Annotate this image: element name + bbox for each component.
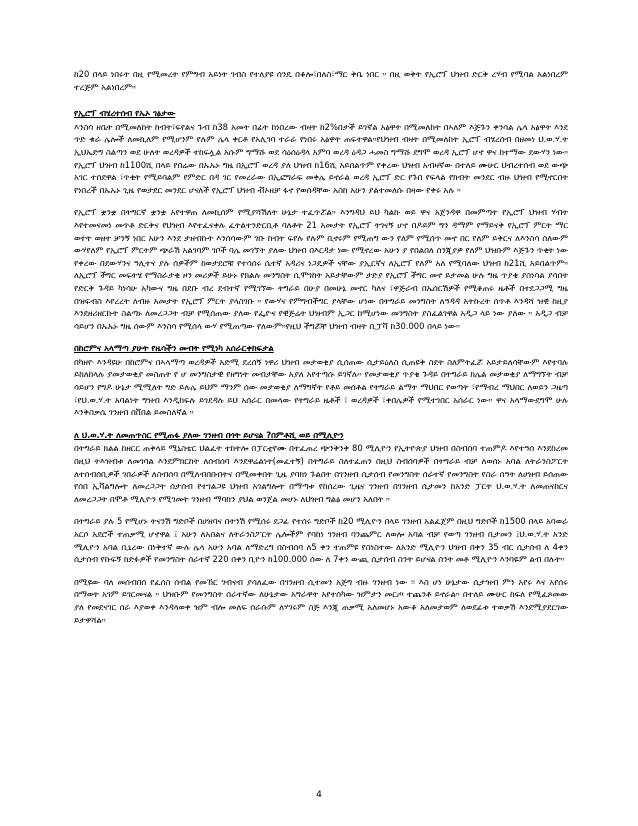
section-heading-2: በከሮምና አላማጣ ያሁት የዜሳችን መብት የሚነካ አሰራርቀከፍታል <box>74 343 274 354</box>
section-3-paragraph-1: በትግራይ ክልል ከዘርር ጠቅላይ ሚኒስቴር ህልፈት ተከትሎ በፓርቲየሙ በተፈጠረ ጭንቅንቅ 80 ሚሊዮን የኢትዮጵያ ህዝብ በስብሰባ ተጠምዶ እየተዓሰ እንደከረመ በዚህ ትእዝብቱ ለመገባል እንደምክርከት ለሰብሰባ እንደዋሬልነት(መፈተኝ) በትግራይ ስለተፈጠን በዚህ ስብሰባዎች በትግራይ ብቻ ለወሰኑ አባል ለትራንስፖርት ለተሰብሰቢዎች ገበራዎች ለስብሰባ በሚለብበቡበትና በሚመቀበት ጊዜ ያባክነ ጉልበት በገንዘብ ሲታሰብ የመንግስት ሰራተኛ የመንግስት የስራ ሰዓት ለሀዝብ ይሰጠው የሰበ ኢቫልግሎት ለመረጋጋት ሰታሰብ የተገልጋዩ ህዝብ አገልግሎት በማጣቱ የከሰረው ጊዜና ገንዘብ በገንዘብ ሲታመን ከአንድ ፓርት ህ.ወ.ሃ.ት ለመጠናከርና ለመረጋጋት በሞቶ ሚሊዮን የሚገመት ገንዘብ ማባክን ያህል ወንጀል መሆኑ ለህዝብ ግልፅ መሆን አለበት ። <box>74 443 568 504</box>
section-3-paragraph-3: በሚዩው ባለ መሰብበሰ የፈሰስ ሰብል የመኸር ገብናብ ያሳለፈው በገንዘብ ሲተመን አጅግ ብዙ ገንዘብ ነው ፡፡ እስ ሆነ ሁኔታው ሲታዝብ ምን አየሩ እና አየሰሩ በማወት አገም ይገርመናል ። ህዝቡም የመንግስት ሰራተኛው ለሁኔታው አግራዋት አየተሰካው ዝምታን መርጦ ተጨንቶ ይኖራል። በተለይ ሙሁር ከፍለ የሚፈጾመው ያለ የመደናገር ሰራ እያወቀ እንዳላወቀ ዝም ብሎ መለፍ ሰራሱም ለሃገሩም ስጅ እንጂ ጠቃሚ አለመሆኑ አውቆ አለመታወም ለወደፊቱ ተወቃሽ እንደሚያደርገው ይታዋሻል። <box>74 576 568 625</box>
section-2-paragraph-1: በካዘዮ እንዳዩሁ በከሮምና በኣላማጣ ወረዳዎች አድሚ ደረሰኝ ነዋሪ ህዝብ መታወቂያ ሲሰጠው ሲታይዕለስ ሲጠዩቅ ስደት ስለምትፈሯ አይታይለሳቸውም እየተባሉ ይከለከላሉ ያመታወቂያ መስጠት የ ሆ መንግስታዊ የዘግነት መብታቸው አያለ አየተጣሱ ይገኛሉ። የመታወቂያ ጥያቄ ጉዳይ በትግራይ ክሌል መታወቂያ ለማግኘት ብቻ ሳይሆን የግዶ ሁኔታ ሚሚለት ግድ ይሉሌ ይህም ማንም ሰው መታወቂያ ለማግኛት የቶይ መሰቶል የትግራይ ልማት ማህበር የወጣት ፣የማብረ ማህበር ለወይን ጋዜጣ ፣የህ.ወ.ሃ.ት አባልነት ግዝብ እንዲከፍሉ ይገደዳሉ ይህ አሰራር በመላው የትግራይ ዜቶች ፣ ወረዳዎች ፣ቀበሌዎች የሚተገበር አሰራር ነው። ዋና አላማውደግሞ ሁሉ እንቅስቃሴ ገንዘብ በቨበል ይመስለኛል ። <box>74 356 568 418</box>
section-heading-3: ለ ህ.ወ.ሃ.ት ለመጠጥስር የሚጠፋ ያለው ገንዘብ በጎት ይሆናል ?በምቶሺ ወይ በሚሊዮን <box>74 429 344 440</box>
page-number: 4 <box>316 790 322 800</box>
section-1-paragraph-1: እንስሳ ዘቤት በሚመለከት ከብት፣ፍየልና ጉብ ከ38 አመት በፊት ከነበረው ብዛት ከ2%በታች ይገኛል አፅዋት በሚመለከት በኣለም እጅጉን ቀንሳል ሌላ አፅዋት እንደ ጥድ ቁራ ሌሎች ለመኪለም የሚሆንም የሉም ሌላ ቀርቶ የአሊገባ ተራራ የነበሩ አፅዋት ጠፍተዋል።የህዝብ ብዛት በሚመለከት ኢሮፕ ብሄረሰብ በዘመነ ህ.ወ.ሃ.ት ኢህኤድግ ስልጣን ወደ ሁለት ወረዳዎች ተከፍሏል አሱም ግማሹ ወደ ሳዕሰዕዳላ አምባ ወረዳ ዕዳጋ ሓመስ ግማሹ ደግሞ ወረዳ ኢሮፕ ሆኖ ዋና ከተማው ደውሃን ነው። የኢሮፕ ህዝብ ከ1100ሺ በላይ የበሬው በኡኡኑ ግዜ በኢሮፕ ወረዳ ያለ ህዝብ ከ16ሺ አይበልጥም የቀረው ህዝብ አብዛኛው በተለይ ሙሁር ህብረተሰብ ወደ ውጭ አገር ተሰደዋል ፣ጥቂት የሚይባልም የምድር በዳ ገር የመረራው በኢፎግራፍ መቀሌ ይኖራል ወረዳ ኢሮፕ ድር የጉበ የፍላል የክብት መንደር ብዙ ህዝብ የሚኖርበት የነበረች በኡኡኑ ጊዜ የወታደር መንደር ሆናለች የኢሮፕ ህዝብ ቭኦዘቻ ፋኖ የወሰዳቸው አስከ አሁን ያልተመለሱ በዛው የቀሩ አሉ ። <box>74 121 568 195</box>
section-3-paragraph-2: በትግራይ ያሉ 5 የሚሆኑ ትናንሽ ግድቦች በሀዝባና በትንሽ የሚሰሩ ደጋፊ የተሰሩ ግድቦች ከ20 ሚሊዮን በላይ ገንዘብ አልፈጀም በዚህ ግድቦች ከ1500 በላይ አባወራ አርሶ አደሮች ተጠቃሚ ሆኖዋል ፤ አሁን ለአበልና ለትራንስፖርት ሌሎችም የባከነ ገንዘብ ባንጨምር ለወሎ አባል ብቻ የወጣ ገንዘብ ቢታመን ፤ህ.ወ.ሃ.ት አንድ ሚሊዮን አባል ቢኒረው በነቅተኛ ውሉ ሌላ አሁን አባል ለማድረግ በስብሰባ ለ5 ቀን ተጠምዩ የስነስተው ለአንድ ሚሊዮን ህዝብ በቀን 35 ብር ሲታሰብ ለ 4ቀን ሲታሰብ የኩፍኝ ክድፉዎች የመንግስት ሰራተኛ 220 በቀን ቢዮን ከ100.000 ሰው ለ 7ቀን ውጪ ሲታሰብ ስንት ይሆናል ሰንት መቶ ሚሊዮን እንባዬም ልብ በሉት። <box>74 516 568 565</box>
section-1-paragraph-2: የኢሮፕ ቋንቋ በትግርኛ ቋንቋ አየተዋጠ ለመኪሰም የሚያሻሽለት ሁኔታ ተፈጥሯል። እንግዳህ ይህ ካልኩ ወይ ዋና አጀንዳዋ በመምጣት የኢሮፕ ህዝብ ሃብት እየተመናመነ መጥቶ ድርቅና የህዝብ እየተፈናቀሉ ፈትልተንድርቢቶ ባለቶት 21 አመታት የኢሮፕ ትገናኝ ሆኖ በዶይም ግን ዳማም የማይናቅ የኢሮፕ ምርት ማር ወተት ወዘተ ቻንኝ ነበር አሁን እንደ ታዘብኩት እንሰሳውም ገቡ ከብት ፍየሉ የሉም ቢኖሩም የሚጠግ ውን የለም የሚሰጥ መኖ በር የለም ይቅርና ለእንስሳ ሰለውም ውሃየለም የኢሮፕ ምርትም ጭራሽ አልገባም ገቦች ባሌ መገኘት ያለው ህዝብ በእርዳታ ነው የሚኖረው አሁን ያ የበልበለ ሰንጂያዎ የለም ህዝቡም እጅጉን ጥቂት ነው የቀረው በደውሃንና ዓሊተና ያሉ ሰዎችም ከወታደሮቹ የተሳሰሩ ሴተኛ አዳሪና ነጋዴዎች ናቸው ያኢርኛና ለኢሮፕ የለም አለ የሚባለው ህዝብ ከ21ሺ አይበልጥም። ለኢሮፕ ችግር መፍትሄ የማስራታቂ ዞን መሪዎች ይሁኑ የክልሉ መንግስት ሲሞገከት አይታቸውም ታድያ የኢሮፕ ችግር መኖ ይታመል ሁሉ ግዜ ጥያቄ ያስነሳል ያሳበት የድርቅ ጉዳይ ካነሳሁ አካውና ግዜ በደቡ ብረ ደብተኛ የሚገኘው ትግራይ በሁያ በመሁኔ መኖር ካለና ፣ዋጅራብ በኤሰርሽዎች የሚቆጠሩ ዜቶች በተደጋጋሚ ግዜ በዝፍብስ እየረረት ለብዙ አመታት የኢሮፕ ምርት ያላስገቡ ። የውሃና የምግብችግር ያላቸው ሆነው በትግራይ መንግስት ለዓዳዳ አትኩረት ሰጥቶ እንዳሻ ዝዊ ከዚያ እንደዘሪዘርኩት ስልጣኑ ለመረጋጋት ብቻ የሚሰጠው ያለው የፌዮና የዊጅሬት ህዝብም ኢጋር ከሚሆነው መንግስት ያስፈልገዋል አዲጋ ላይ ነው ያለው ። አዲጋ ብቻ ሳይሆን በኡኡኑ ግዜ ሰውም እንስሳ የሚሰላ ውሃ የሚጠጣው የለውም።የዚህ ችግሯቸ ህዝብ ብዛት ቢፓቫ ከ30.000 በላይ ነው። <box>74 207 568 331</box>
section-heading-1: የኢሮፕ ብሄረተሰብ የኡኦ ገፅታው <box>74 108 176 119</box>
document-page <box>74 68 568 636</box>
intro-paragraph: ከ20 በላይ ነበሩት በዚ የሚመረት የምግብ አይነት ገብስ የተለያዩ ሰንዴ በቆሎ፣በለስ፣ማር ቅቤ ነበር ። በዚ ወቅት የኢሮፕ ህዝብ ድርቅ ረሃብ የሚባል አልነበረም ተረጅም አልነበረም። <box>74 69 568 92</box>
